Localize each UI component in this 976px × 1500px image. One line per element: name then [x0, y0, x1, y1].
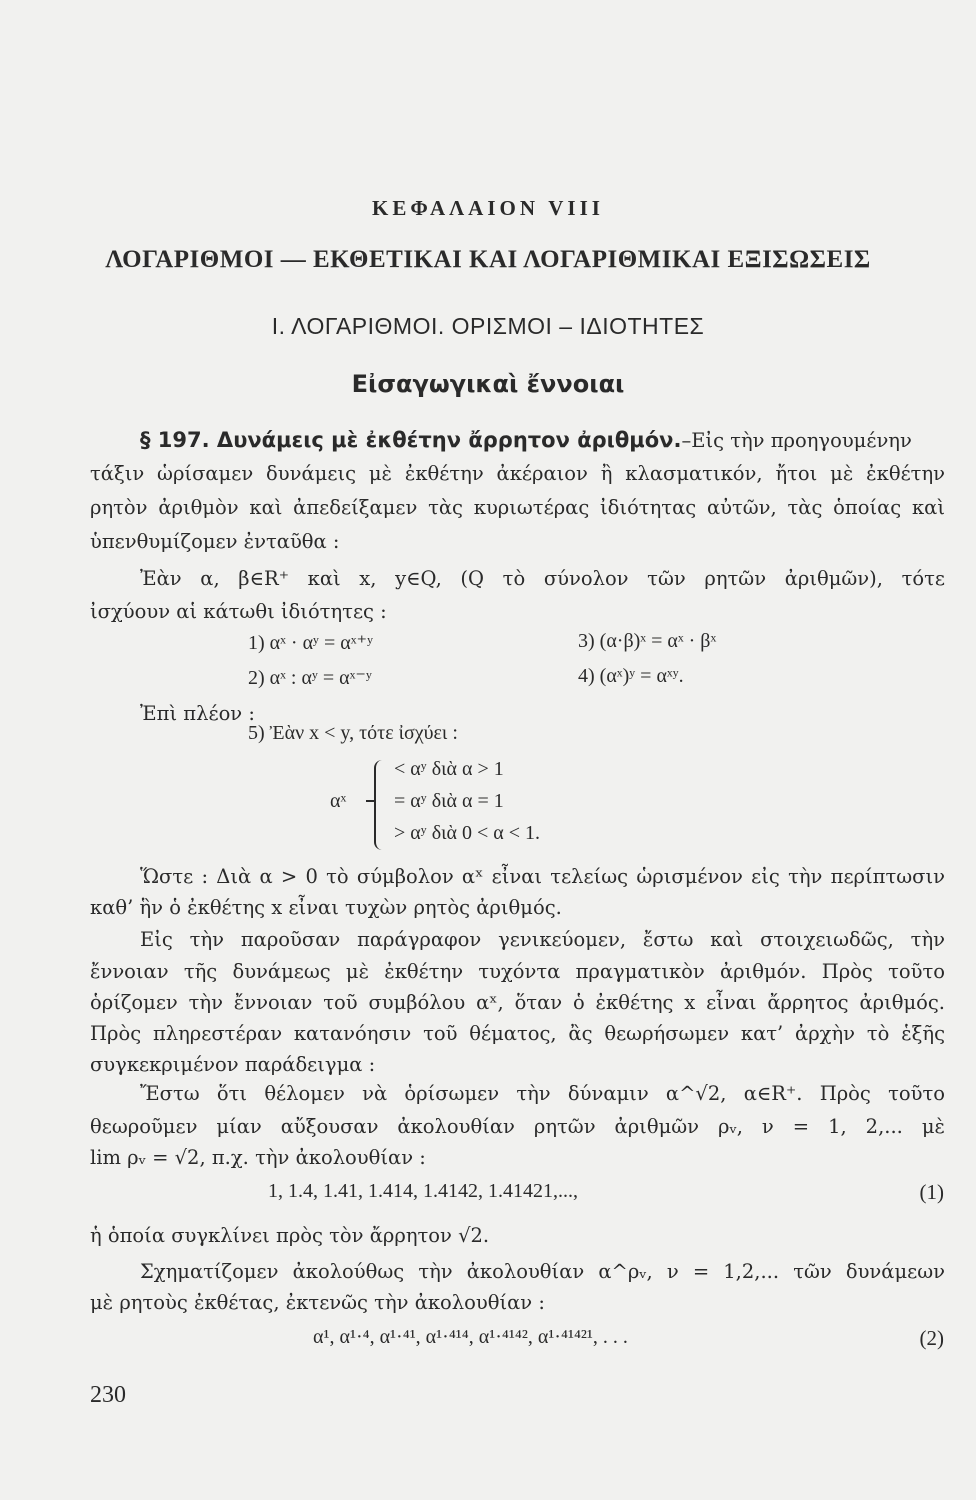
case-1: < αʸ διὰ α > 1 — [394, 758, 504, 780]
sequence-2: α¹, α¹·⁴, α¹·⁴¹, α¹·⁴¹⁴, α¹·⁴¹⁴², α¹·⁴¹⁴²¹, . . . — [313, 1326, 628, 1348]
page-number: 230 — [90, 1382, 126, 1408]
case-lhs: αˣ — [330, 790, 347, 812]
property-5: 5) Ἐὰν x < y, τότε ἰσχύει : — [248, 722, 458, 744]
paragraph-line: μὲ ρητοὺς ἐκθέτας, ἐκτενῶς τὴν ἀκολουθίαν : — [90, 1291, 545, 1314]
paragraph-line: ἰσχύουν αἱ κάτωθι ἰδιότητες : — [90, 600, 387, 623]
case-3: > αʸ διὰ 0 < α < 1. — [394, 822, 541, 844]
paragraph-line: Πρὸς πληρεστέραν κατανόησιν τοῦ θέματος, ἂς θεωρήσωμεν κατ’ ἀρχὴν τὸ ἑξῆς — [90, 1022, 945, 1045]
paragraph-line: συγκεκριμένον παράδειγμα : — [90, 1053, 376, 1076]
equation-number-1: (1) — [919, 1180, 944, 1204]
paragraph-line: Ἔστω ὅτι θέλομεν νὰ ὁρίσωμεν τὴν δύναμιν α^√2, α∈R⁺. Πρὸς τοῦτο — [140, 1082, 945, 1105]
property-3: 3) (α·β)ˣ = αˣ · βˣ — [578, 630, 717, 652]
equation-number-2: (2) — [919, 1326, 944, 1350]
paragraph-line: ρητὸν ἀριθμὸν καὶ ἀπεδείξαμεν τὰς κυριωτέρας ἰδιότητας αὐτῶν, τὰς ὁποίας καὶ — [90, 496, 945, 519]
paragraph-line: Εἰς τὴν παροῦσαν παράγραφον γενικεύομεν, ἔστω καὶ στοιχειωδῶς, τὴν — [140, 928, 945, 951]
section-title: Ι. ΛΟΓΑΡΙΘΜΟΙ. ΟΡΙΣΜΟΙ – ΙΔΙΟΤΗΤΕΣ — [271, 313, 705, 339]
left-brace-tip — [366, 800, 376, 802]
paragraph-line: θεωροῦμεν μίαν αὔξουσαν ἀκολουθίαν ρητῶν ἀριθμῶν ρᵥ, ν = 1, 2,... μὲ — [90, 1115, 945, 1138]
property-4: 4) (αˣ)ʸ = αˣʸ. — [578, 665, 684, 687]
paragraph-line: ἡ ὁποία συγκλίνει πρὸς τὸν ἄρρητον √2. — [90, 1224, 490, 1247]
chapter-number: ΚΕΦΑΛΑΙΟΝ VIII — [372, 196, 604, 220]
left-brace — [374, 760, 388, 850]
sequence-1: 1, 1.4, 1.41, 1.414, 1.4142, 1.41421,..., — [268, 1180, 578, 1202]
paragraph-line: ὁρίζομεν τὴν ἔννοιαν τοῦ συμβόλου αˣ, ὅταν ὁ ἐκθέτης x εἶναι ἄρρητος ἀριθμός. — [90, 991, 945, 1014]
paragraph-line: Ἐπὶ πλέον : — [140, 702, 255, 725]
paragraph-heading: § 197. Δυνάμεις μὲ ἐκθέτην ἄρρητον ἀριθμόν. — [140, 428, 682, 452]
paragraph-line: Ὥστε : Διὰ α > 0 τὸ σύμβολον αˣ εἶναι τελείως ὡρισμένον εἰς τὴν περίπτωσιν — [140, 865, 945, 888]
paragraph-line: lim ρᵥ = √2, π.χ. τὴν ἀκολουθίαν : — [90, 1146, 426, 1169]
property-2: 2) αˣ : αʸ = αˣ⁻ʸ — [248, 667, 372, 689]
paragraph-line: καθ’ ἣν ὁ ἐκθέτης x εἶναι τυχὼν ρητὸς ἀριθμός. — [90, 896, 562, 919]
paragraph-text: –Εἰς τὴν προηγουμένην — [681, 429, 912, 452]
paragraph-line: ὑπενθυμίζομεν ἐνταῦθα : — [90, 530, 340, 553]
case-2: = αʸ διὰ α = 1 — [394, 790, 504, 812]
property-1: 1) αˣ · αʸ = αˣ⁺ʸ — [248, 632, 374, 654]
paragraph-197-first-line — [140, 428, 945, 452]
intro-title: Εἰσαγωγικαὶ ἔννοιαι — [351, 370, 625, 398]
paragraph-line: ἔννοιαν τῆς δυνάμεως μὲ ἐκθέτην τυχόντα πραγματικὸν ἀριθμόν. Πρὸς τοῦτο — [90, 960, 945, 983]
paragraph-line: τάξιν ὡρίσαμεν δυνάμεις μὲ ἐκθέτην ἀκέραιον ἢ κλασματικόν, ἤτοι μὲ ἐκθέτην — [90, 462, 945, 485]
chapter-title: ΛΟΓΑΡΙΘΜΟΙ — ΕΚΘΕΤΙΚΑΙ ΚΑΙ ΛΟΓΑΡΙΘΜΙΚΑΙ ΕΞΙΣΩΣΕΙΣ — [105, 246, 871, 273]
paragraph-line: Σχηματίζομεν ἀκολούθως τὴν ἀκολουθίαν α^ρᵥ, ν = 1,2,... τῶν δυνάμεων — [140, 1260, 945, 1283]
paragraph-line: Ἐὰν α, β∈R⁺ καὶ x, y∈Q, (Q τὸ σύνολον τῶν ρητῶν ἀριθμῶν), τότε — [140, 567, 945, 590]
